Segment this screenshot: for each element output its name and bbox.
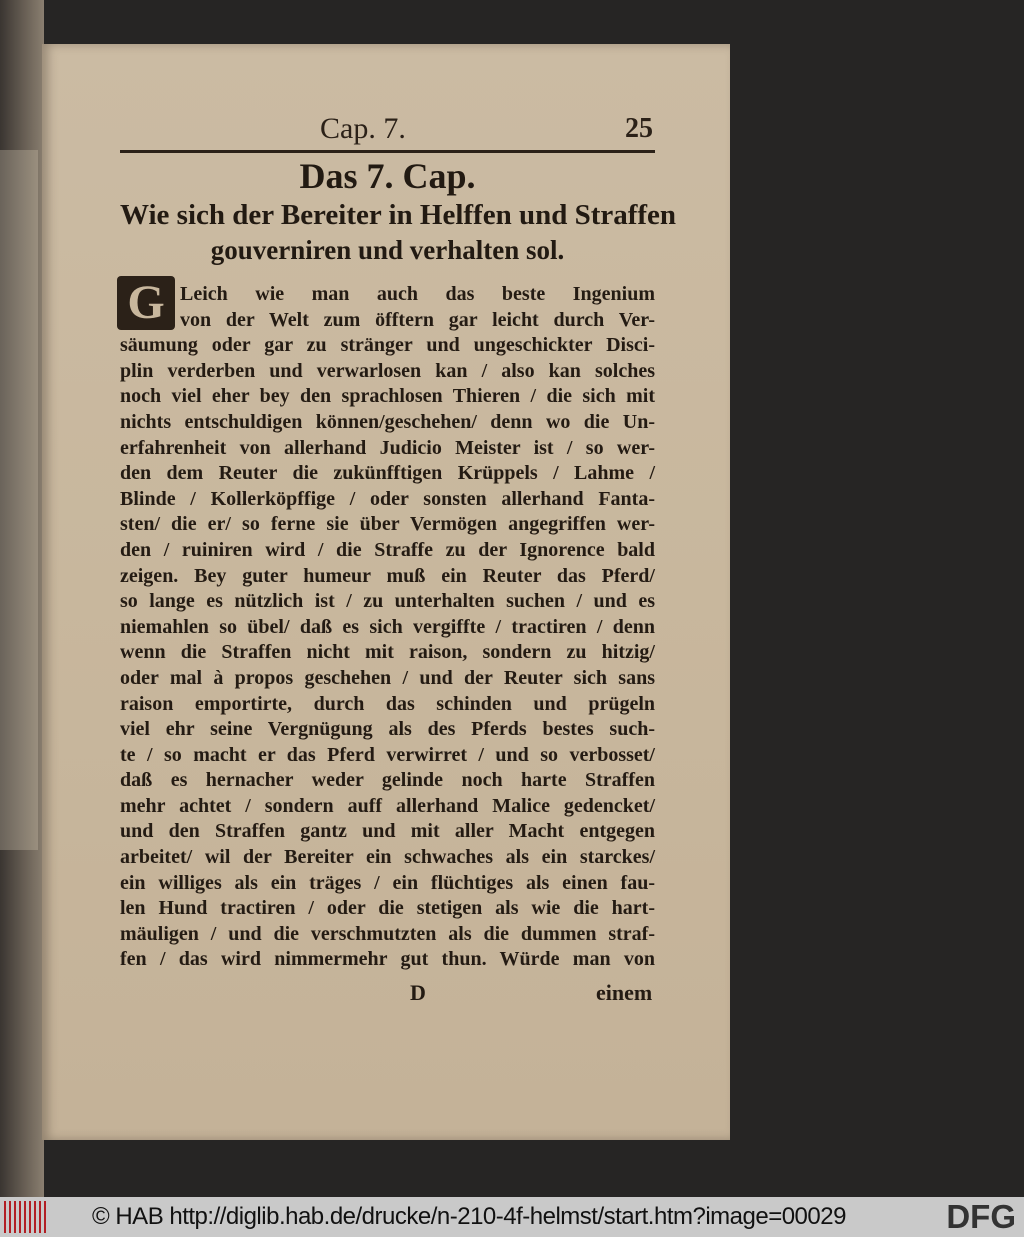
dfg-logo: DFG [946, 1198, 1016, 1235]
text-line: erfahrenheit von allerhand Judicio Meister ist / so wer- [120, 436, 655, 459]
copyright-link[interactable]: © HAB http://diglib.hab.de/drucke/n-210-4f-helmst/start.htm?image=00029 [92, 1203, 846, 1230]
text-line: den / ruiniren wird / die Straffe zu der Ignorence bald [120, 538, 655, 561]
text-line: säumung oder gar zu stränger und ungeschickter Disci- [120, 334, 655, 357]
text-line: noch viel eher bey den sprachlosen Thieren / die sich mit [120, 385, 655, 408]
chapter-title: Das 7. Cap. [299, 156, 476, 196]
text-line: mehr achtet / sondern auff allerhand Malice gedencket/ [120, 794, 655, 817]
text-line: den dem Reuter die zukünfftigen Krüppels / Lahme / [120, 462, 655, 485]
text-line: len Hund tractiren / oder die stetigen als wie die hart- [120, 897, 655, 920]
chapter-subtitle-line1: Wie sich der Bereiter in Helffen und Straffen [120, 199, 677, 231]
text-line: ein williges als ein träges / ein flüchtiges als einen fau- [120, 871, 655, 894]
catchword: einem [596, 980, 653, 1005]
text-line: plin verderben und verwarlosen kan / also kan solches [120, 359, 655, 382]
page-number: 25 [625, 113, 653, 144]
text-line: arbeitet/ wil der Bereiter ein schwaches als ein starckes/ [120, 846, 655, 869]
text-line: Leich wie man auch das beste Ingenium [180, 283, 655, 305]
text-line: te / so macht er das Pferd verwirret / und so verbosset/ [120, 743, 655, 766]
text-line: oder mal à propos geschehen / und der Reuter sich sans [120, 666, 655, 689]
chapter-subtitle-line2: gouverniren und verhalten sol. [210, 235, 565, 265]
text-line: sten/ die er/ so ferne sie über Vermögen angegriffen wer- [120, 513, 655, 536]
text-line: von der Welt zum öfftern gar leicht durch Ver- [180, 308, 655, 331]
text-line: und den Straffen gantz und mit aller Macht entgegen [120, 820, 655, 843]
text-line: nichts entschuldigen können/geschehen/ denn wo die Un- [120, 410, 655, 433]
text-line: Blinde / Kollerköpffige / oder sonsten allerhand Fanta- [120, 487, 655, 510]
text-line: niemahlen so übel/ daß es sich vergiffte / tractiren / denn [120, 615, 655, 638]
decorated-initial: G [117, 276, 175, 330]
text-line: zeigen. Bey guter humeur muß ein Reuter das Pferd/ [120, 564, 655, 587]
text-line: mäuligen / und die verschmutzten als die dummen straf- [120, 922, 655, 945]
running-head-title: Cap. 7. [320, 112, 406, 145]
text-line: viel ehr seine Vergnügung als des Pferds bestes such- [120, 718, 655, 741]
text-line: fen / das wird nimmermehr gut thun. Würde man von [120, 948, 655, 971]
hab-logo-icon [4, 1201, 46, 1233]
text-line: wenn die Straffen nicht mit raison, sondern zu hitzig/ [120, 641, 655, 664]
text-line: so lange es nützlich ist / zu unterhalten suchen / und es [120, 590, 655, 613]
signature-mark: D [410, 980, 426, 1005]
text-line: daß es hernacher weder gelinde noch harte Straffen [120, 769, 655, 792]
facing-page-edge [0, 150, 38, 850]
body-text [120, 282, 655, 973]
running-head [120, 110, 655, 153]
footer-bar [0, 1197, 1024, 1237]
text-line: raison emportirte, durch das schinden und prügeln [120, 692, 655, 715]
